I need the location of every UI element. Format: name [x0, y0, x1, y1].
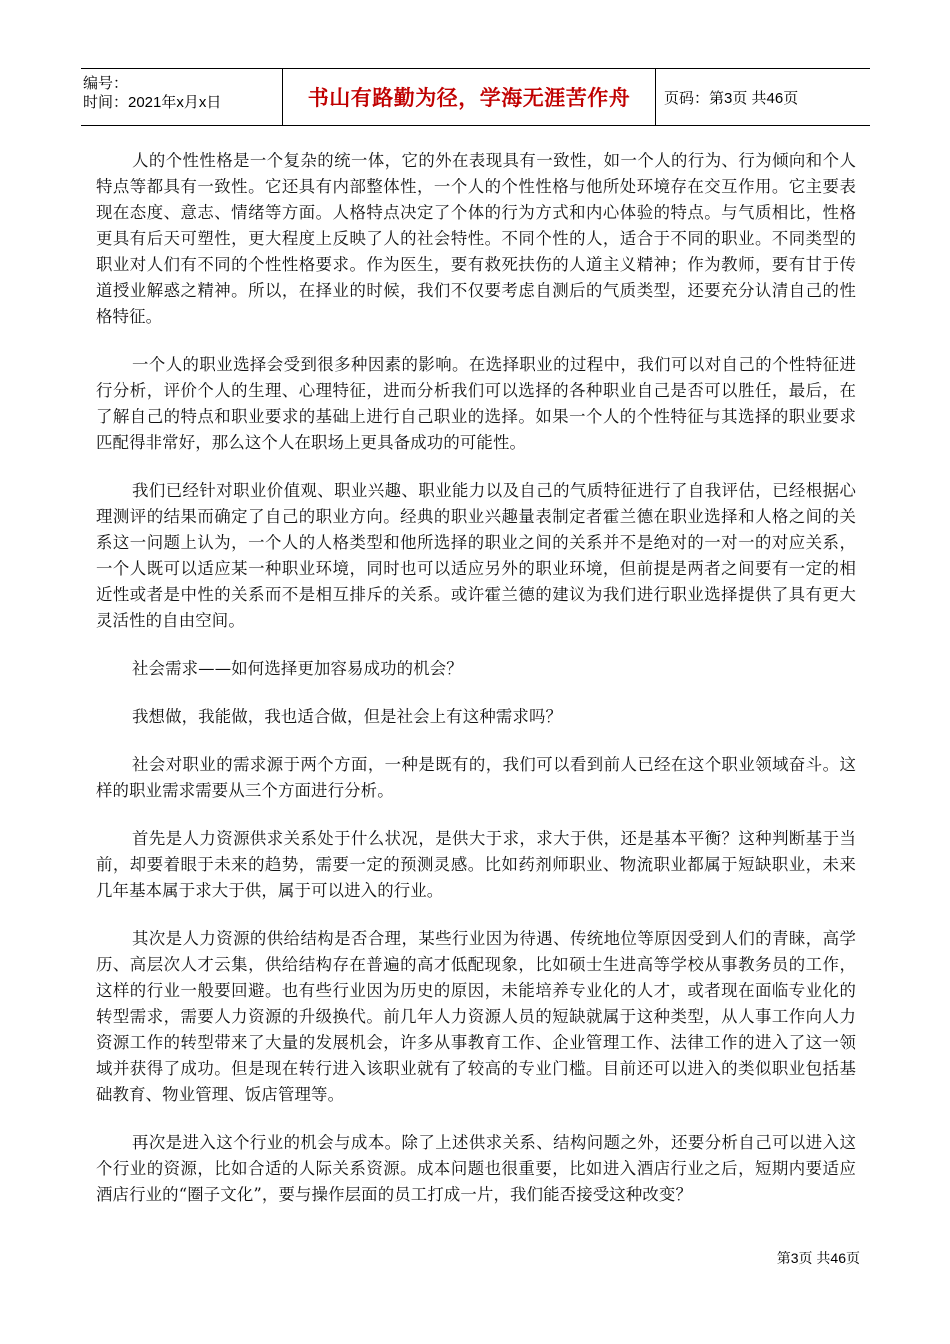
- page-header: [81, 68, 870, 126]
- section-heading: 社会需求——如何选择更加容易成功的机会？: [132, 659, 463, 678]
- paragraph: 人的个性性格是一个复杂的统一体，它的外在表现具有一致性，如一个人的行为、行为倾向和个人特点等都具有一致性。它还具有内部整体性，一个人的个性性格与他所处环境存在交互作用。它主要表现在态度、意志、情绪等方面。人格特点决定了个体的行为方式和内心体验的特点。与气质相比，性格更具有后天可塑性，更大程度上反映了人的社会特性。不同个性的人，适合于不同的职业。不同类型的职业对人们有不同的个性性格要求。作为医生，要有救死扶伤的人道主义精神；作为教师，要有甘于传道授业解惑之精神。所以，在择业的时候，我们不仅要考虑自测后的气质类型，还要充分认清自己的性格特征。: [96, 151, 856, 326]
- paragraph: 社会对职业的需求源于两个方面，一种是既有的，我们可以看到前人已经在这个职业领域奋斗。这样的职业需求需要从三个方面进行分析。: [96, 755, 856, 800]
- header-motto: 书山有路勤为径，学海无涯苦作舟: [283, 69, 656, 125]
- page-footer: 第3页 共46页: [776, 1250, 860, 1266]
- document-date-label: 时间：2021年x月x日: [83, 94, 222, 111]
- document-number-label: 编号：: [83, 75, 129, 92]
- header-page-number: 页码：第3页 共46页: [664, 89, 799, 107]
- paragraph: 再次是进入这个行业的机会与成本。除了上述供求关系、结构问题之外，还要分析自己可以进入这个行业的资源，比如合适的人际关系资源。成本问题也很重要，比如进入酒店行业之后，短期内要适应酒店行业的“圈子文化”，要与操作层面的员工打成一片，我们能否接受这种改变？: [96, 1133, 856, 1204]
- paragraph: 首先是人力资源供求关系处于什么状况，是供大于求，求大于供，还是基本平衡？这种判断基于当前，却要着眼于未来的趋势，需要一定的预测灵感。比如药剂师职业、物流职业都属于短缺职业，未来几年基本属于求大于供，属于可以进入的行业。: [96, 829, 856, 900]
- paragraph: 一个人的职业选择会受到很多种因素的影响。在选择职业的过程中，我们可以对自己的个性特征进行分析，评价个人的生理、心理特征，进而分析我们可以选择的各种职业自己是否可以胜任，最后，在了解自己的特点和职业要求的基础上进行自己职业的选择。如果一个人的个性特征与其选择的职业要求匹配得非常好，那么这个人在职场上更具备成功的可能性。: [96, 355, 856, 452]
- header-meta: [81, 69, 283, 125]
- paragraph: 我们已经针对职业价值观、职业兴趣、职业能力以及自己的气质特征进行了自我评估，已经根据心理测评的结果而确定了自己的职业方向。经典的职业兴趣量表制定者霍兰德在职业选择和人格之间的关系这一问题上认为，一个人的人格类型和他所选择的职业之间的关系并不是绝对的一对一的对应关系，一个人既可以适应某一种职业环境，同时也可以适应另外的职业环境，但前提是两者之间要有一定的相近性或者是中性的关系而不是相互排斥的关系。或许霍兰德的建议为我们进行职业选择提供了具有更大灵活性的自由空间。: [96, 481, 856, 630]
- paragraph: 我想做，我能做，我也适合做，但是社会上有这种需求吗？: [132, 707, 563, 726]
- paragraph: 其次是人力资源的供给结构是否合理，某些行业因为待遇、传统地位等原因受到人们的青睐，高学历、高层次人才云集，供给结构存在普遍的高才低配现象，比如硕士生进高等学校从事教务员的工作，这样的行业一般要回避。也有些行业因为历史的原因，未能培养专业化的人才，或者现在面临专业化的转型需求，需要人力资源的升级换代。前几年人力资源人员的短缺就属于这种类型，从人事工作向人力资源工作的转型带来了大量的发展机会，许多从事教育工作、企业管理工作、法律工作的进入了这一领域并获得了成功。但是现在转行进入该职业就有了较高的专业门槛。目前还可以进入的类似职业包括基础教育、物业管理、饭店管理等。: [96, 929, 856, 1104]
- document-body: [96, 148, 856, 1230]
